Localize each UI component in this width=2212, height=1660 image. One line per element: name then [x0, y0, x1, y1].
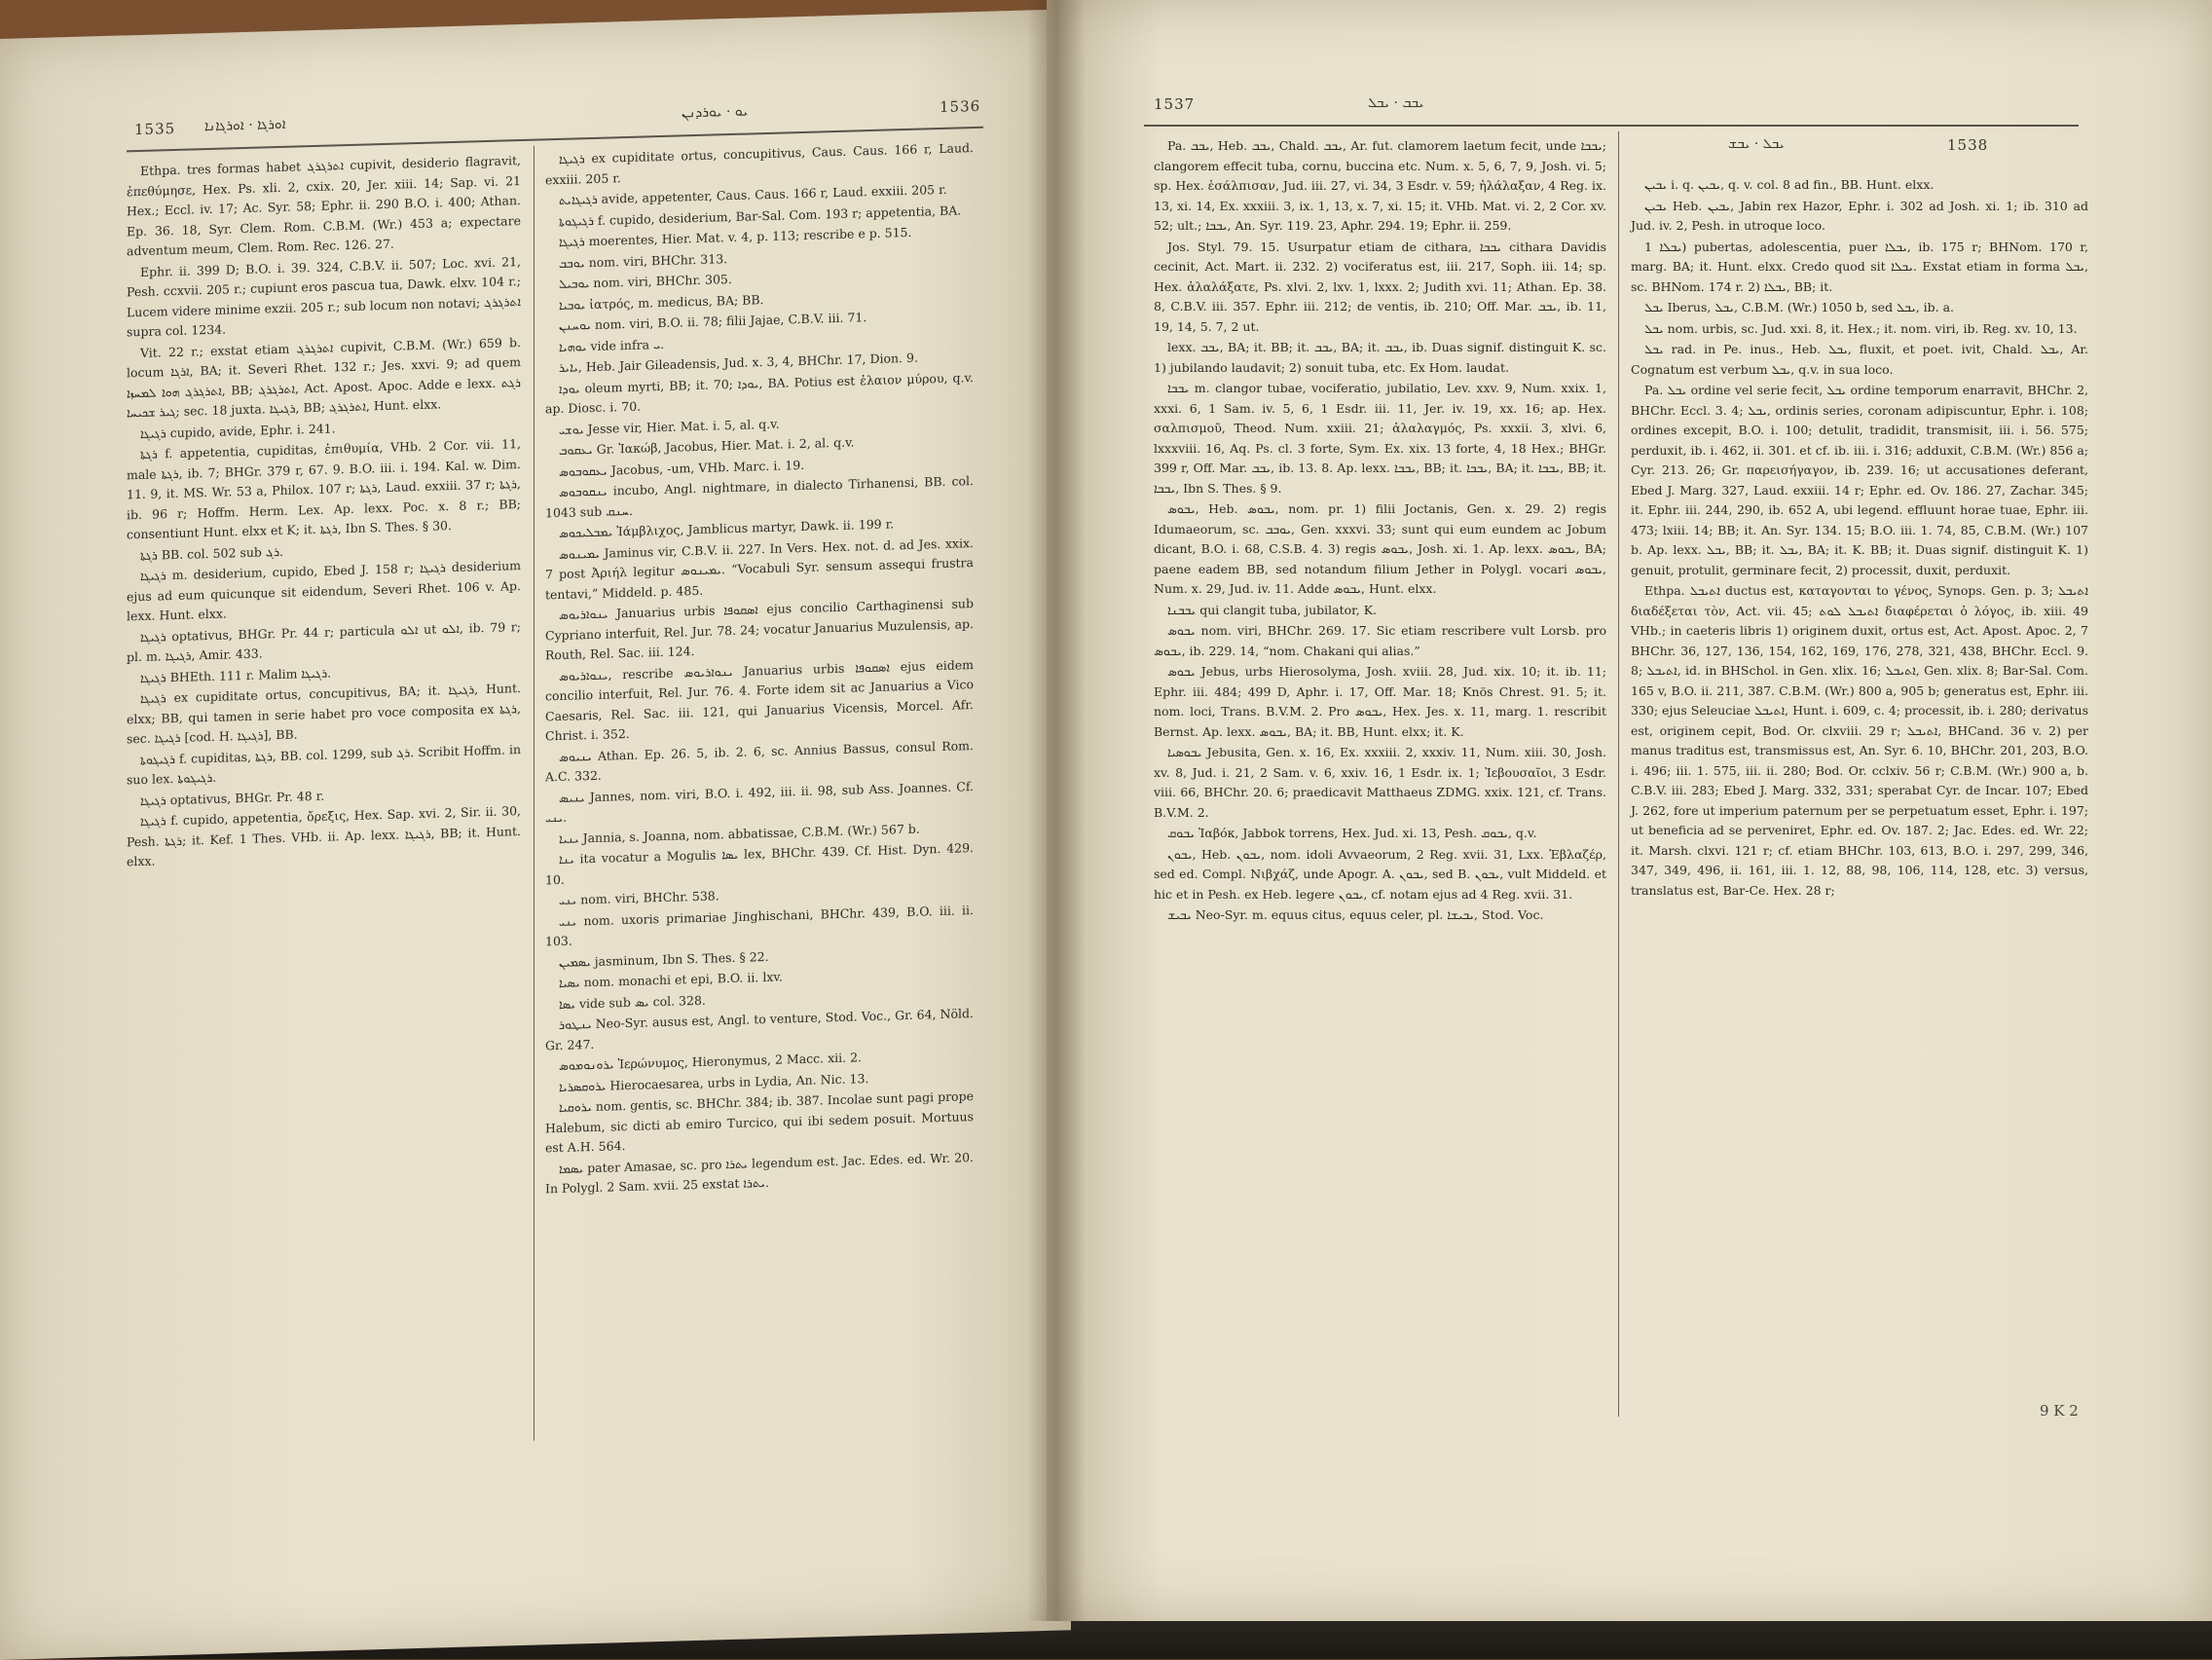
entry: ܪܓܝܓܐ moerentes, Hier. Mat. v. 4, p. 113; rescribe e p. 515.: [559, 224, 912, 249]
left-column-2: [545, 138, 974, 1200]
entry: ܝܘܒܒ nom. viri, BHChr. 313.: [559, 250, 728, 271]
entry: ܝܒܘܣ, Heb. ܝܒܘܣ, nom. pr. 1) filii Joctanis, Gen. x. 29. 2) regis Idumaeorum, sc. ܝܘܒܒ, Gen. xxxvi. 33; sunt qui eum eundem ac Jobum dicant, B.O. i. 68, C.S.B. 4. 3) regis ܝܒܘܣ, Josh. xi. 1. Ap. lexx. ܝܒܘܣ, BA; paene eadem BB, sed notandum filium Jether in Polygl. vocari ܝܒܘܣ, Num. x. 29, Jud. iv. 11. Adde ܝܒܘܣ, Hunt. elxx.: [1154, 501, 1606, 596]
header-rule: [1144, 125, 2079, 127]
right-column-2: [1631, 175, 2088, 902]
book-gutter: [1027, 0, 1086, 1621]
page-number-1537: 1537: [1154, 95, 1196, 113]
entry: ܝܢܐ ita vocatur a Mogulis ܝܣܐ lex, BHChr. 439. Cf. Hist. Dyn. 429. 10.: [545, 840, 975, 887]
entry: ܝܒܝܢ i. q. ܝܒܝܢ, q. v. col. 8 ad fin., BB. Hunt. elxx.: [1644, 177, 1935, 192]
entry: ܝܥܩܘܒ Gr. Ἰακώβ, Jacobus, Hier. Mat. i. 2, al. q.v.: [559, 434, 855, 458]
entry: ܝܒܘܩ Ἰαβόκ, Jabbok torrens, Hex. Jud. xi. 13, Pesh. ܝܒܘܩ, q.v.: [1167, 826, 1537, 840]
entry: ܝܒܠ rad. in Pe. inus., Heb. ܝܒܠ, fluxit, et poet. ivit, Chald. ܝܒܠ, Ar. Cognatum est verbum ܝܒܠ, q.v. in sua loco.: [1631, 342, 2088, 377]
column-divider: [1618, 131, 1619, 1417]
entry: ܝܒܘܢ, Heb. ܝܒܘܢ, nom. idoli Avvaeorum, 2 Reg. xvii. 31, Lxx. Ἐβλαζέρ, sed ed. Compl. Νιβχάζ, unde Apogr. A. ܝܒܘܢ, sed B. ܝܒܘܢ, vult Middeld. et hic et in Pesh. ex Heb. legere ܝܒܘܢ, cf. notam ejus ad 4 Reg. xvii. 31.: [1154, 846, 1606, 902]
entry: ܝܡܒܠܝܟܘܣ Ἰάμβλιχος, Jamblicus martyr, Dawk. ii. 199 r.: [559, 516, 895, 540]
entry: ܝܘܕܐ oleum myrti, BB; it. 70; ܝܘܕܐ, BA. Potius est ἐλαιον μύρου, q.v. ap. Diosc. i. 70.: [545, 369, 975, 417]
entry: Vit. 22 r.; exstat etiam ܐܬܪܓܪܓ cupivit, C.B.M. (Wr.) 659 b. locum ܐܪܓܐ, BA; it. Severi Rhet. 132 r.; Jes. xxvi. 9; ad quem ܐܬܪܓܪܓ ܗܘܐ ܠܡܚܙܐ, BB; ܐܬܪܓܪܓ, Act. Apost. Apoc. Adde e lexx. ܪܓܬ ܓܝܪ ܫܟܝܚܐ; sec. 18 juxta. ܪܓܝܓܐ, BB; ܐܬܪܓܪܓ, Hunt. elxx.: [127, 334, 522, 421]
entry: ܝܥܩܘܒܘܣ Jacobus, -um, VHb. Marc. i. 19.: [559, 457, 805, 479]
running-head-left: ܝܒܒ · ܝܒܠ: [1368, 95, 1424, 111]
entry: ܝܢܝ nom. viri, BHChr. 538.: [559, 888, 719, 907]
entry: ܪܓܝܓܐ cupido, avide, Ephr. i. 241.: [140, 420, 336, 441]
left-page: [0, 9, 1071, 1660]
signature-mark: 9 K 2: [2040, 1402, 2079, 1420]
entry: ܝܣܐ vide sub ܝܣ col. 328.: [559, 992, 706, 1012]
entry: ܝܪܘܢܘܡܘܣ Ἱερώνυμος, Hieronymus, 2 Macc. xii. 2.: [559, 1050, 863, 1073]
entry: ܝܒܒܐ m. clangor tubae, vociferatio, jubilatio, Lev. xxv. 9, Num. xxix. 1, xxxi. 6, 1 Sam. iv. 5, 6, 1 Esdr. iii. 11, Jer. iv. 19, xx. 16; ap. Hex. σαλπισμοῦ, Theod. Num. xxiii. 21; ἀλαλαγμός, Ps. xxxii. 3, xlvi. 6, lxxxviii. 16, Aq. Ps. cl. 3 forte, Sym. Ex. xix. 13 forte, 4, 18 Hex.; BHGr. 399 r, Off. Mar. ܝܒܒ, ib. 13. 8. Ap. lexx. ܝܒܒܐ, BB; it. ܝܒܒܐ, BA; it. ܝܒܒܐ, BB; it. ܝܒܒܐ, Ibn S. Thes. § 9.: [1154, 381, 1607, 496]
running-head-right: ܝܒܠ · ܝܒܫ: [1728, 136, 1785, 152]
page-number-1535: 1535: [134, 119, 176, 139]
entry: lexx. ܝܒܒ, BA; it. BB; it. ܝܒܒ, BA; it. ܝܒܒ, ib. Duas signif. distinguit K. sc. 1) jubilando laudavit; 2) sonuit tuba, etc. Ex Hom. laudat.: [1154, 340, 1606, 375]
entry: ܝܢܩܘܒܘܣ incubo, Angl. nightmare, in dialecto Tirhanensi, BB. col. 1043 sub ܚܢܩ.: [545, 473, 974, 520]
right-column-1: [1154, 136, 1606, 927]
running-head-left: ܐܘܪܓܐ · ܐܘܪܓܐܢܐ: [204, 116, 286, 135]
entry: ܪܓܝܓܐ BHEth. 111 r. Malim ܪܓܝܓܐ.: [140, 664, 332, 685]
entry: ܪܓܝܓܐ f. cupido, appetentia, ὄρεξις, Hex. Sap. xvi. 2, Sir. ii. 30, Pesh. ܪܓܬܐ; it. Kef. 1 Thes. VHb. ii. Ap. lexx. ܪܓܝܓܐ, BB; it. Hunt. elxx.: [127, 803, 521, 869]
entry: ܪܓܝܓܐ optativus, BHGr. Pr. 44 r; particula ܐܠܘ ut ܐܠܘ, ib. 79 r; pl. m. ܪܓܝܓܐ, Amir. 433.: [127, 618, 521, 665]
page-number-1538: 1538: [1947, 136, 1989, 154]
entry: ܪܓܝܓܐ m. desiderium, cupido, Ebed J. 158 r; ܪܓܝܓܐ desiderium ejus ad eum quicunque sit eidendum, Severi Rhet. 106 v. Ap. lexx. Hunt. elxx.: [127, 558, 522, 624]
entry: ܝܢܝܣ Jannes, nom. viri, B.O. i. 492, iii. ii. 98, sub Ass. Joannes. Cf. ܝܢܝ.: [545, 778, 974, 826]
entry: ܪܓܬܐ f. appetentia, cupiditas, ἐπιθυμία, VHb. 2 Cor. vii. 11, male ܪܓܬܐ, ib. 7; BHGr. 379 r, 67. 9. B.O. iii. i. 194. Kal. w. Dim. 11. 9, it. MS. Wr. 53 a, Philox. 107 r; ܪܓܬܐ, Laud. exxiii. 37 r; ܪܓܬܐ, ib. 96 r; Hoffm. Herm. Lex. Ap. lexx. Poc. x. 8 r.; BB; consentiunt Hunt. elxx et K; it. ܪܓܬܐ, Ibn S. Thes. § 30.: [127, 436, 521, 542]
column-divider: [534, 146, 535, 1441]
entry: ܝܢܘܐܪܝܘܣ, rescribe ܝܢܘܐܪܝܘܣ Januarius urbis ܐܣܩܘܦܐ ejus eidem concilio interfuit, Rel. Jur. 76. 4. Forte idem sit ac Januarius a Vico Caesaris, Rel. Sac. iii. 121, qui Januarius Vicensis, Morcel. Afr. Christ. i. 352.: [545, 656, 974, 744]
entry: ܪܓܝܓܘܬܐ f. cupiditas, ܪܓܬܐ, BB. col. 1299, sub ܪܓ. Scribit Hoffm. in suo lex. ܪܓܝܓܘܬܐ.: [127, 741, 521, 788]
entry: ܝܒܝܫ Neo-Syr. m. equus citus, equus celer, pl. ܝܒܝܫܐ, Stod. Voc.: [1167, 907, 1544, 922]
entry: ܝܣܝܐ nom. monachi et epi, B.O. ii. lxv.: [559, 969, 783, 990]
entry: ܝܘܚܢܢ nom. viri, B.O. ii. 78; filii Jajae, C.B.V. iii. 71.: [559, 310, 867, 333]
entry: ܪܓܝܓܐ optativus, BHGr. Pr. 48 r.: [140, 788, 325, 808]
entry: Pa. ܝܒܠ ordine vel serie fecit, ܝܒܠ ordine temporum enarravit, BHChr. 2, BHChr. Eccl. 3. 4; ܝܒܠ, ordinis series, coronam adipiscuntur, Ephr. i. 108; ordines excepit, B.O. i. 100; detulit, tradidit, transmisit, iii. i. 56. 575; perduxit, ib. i. 462, ii. 301. et cf. ib. iii. i. 316; adduxit, C.B.M. (Wr.) 856 a; Cyr. 213. 26; Gr. παρεισήγαγον, ib. 239. 16; ut accusationes deferant, Ebed J. Marg. 327, Laud. exxiii. 14 r; Ephr. ed. Ov. 186. 27, Zachar. 345; it. Ephr. iii. 244, 290, ib. 652 A, ubi legend. effluunt horae tuae, Ephr. iii. 473; lxiii. 14; BB; it. An. Syr. 134. 15; B.O. iii. 1. 74, 85, C.B.M. (Wr.) 107 b. Ap. lexx. ܝܒܠ, BB; it. ܝܒܠ, BA; it. K. BB; it. Duas signif. distinguit K. 1) genuit, protulit, germinare fecit, 2) processit, duxit, perduxit.: [1631, 383, 2089, 577]
entry: ܪܓܝܓܐ ex cupiditate ortus, concupitivus, BA; it. ܪܓܝܓܐ, Hunt. elxx; BB, qui tamen in serie habet pro voce composita ex ܪܓܬܐ, sec. ܪܓܝܓܐ [cod. H. ܪܓܝܓܐ], BB.: [127, 681, 521, 747]
entry: ܝܢܘܐܪܝܘܣ Januarius urbis ܐܣܩܘܦܐ ejus concilio Carthaginensi sub Cypriano interfuit, Rel. Jur. 78. 24; vocatur Januarius Muzulensis, ap. Routh, Rel. Sac. iii. 124.: [545, 596, 974, 663]
entry: Ephr. ii. 399 D; B.O. i. 39. 324, C.B.V. ii. 507; Loc. xvi. 21, Pesh. ccxvii. 205 r.; cupiunt eros pascua tua, Dawk. elxv. 104 r.; Lucem videre minime exzii. 205 r.; sub locum non notavi; ܐܬܪܓܪܓ supra col. 1234.: [127, 253, 521, 340]
entry: ܝܘܗܝܐ vide infra ܝ.: [559, 336, 665, 354]
entry: ܝܒܠ nom. urbis, sc. Jud. xxi. 8, it. Hex.; it. nom. viri, ib. Reg. xv. 10, 13.: [1644, 320, 2078, 336]
entry: ܪܓܝܓܐܝܬ avide, appetenter, Caus. Caus. 166 r, Laud. exxiii. 205 r.: [559, 181, 947, 207]
entry: ܝܣܡܐ pater Amasae, sc. pro ܝܬܪܐ legendum est. Jac. Edes. ed. Wr. 20. In Polygl. 2 Sam. xvii. 25 exstat ܝܬܪܐ.: [545, 1149, 974, 1197]
entry: ܪܓܝܓܐ ex cupiditate ortus, concupitivus, Caus. Caus. 166 r, Laud. exxiii. 205 r.: [545, 140, 974, 187]
entry: ܝܘܒܝܐ ἰατρός, m. medicus, BA; BB.: [559, 291, 764, 313]
entry: ܝܒܒܢܐ qui clangit tuba, jubilator, K.: [1167, 602, 1378, 617]
right-page: [1047, 0, 2212, 1621]
running-head-right: ܝܘ · ܝܘܪܕܢܢ: [682, 103, 749, 122]
entry: ܝܢܝ nom. uxoris primariae Jinghischani, BHChr. 439, B.O. iii. ii. 103.: [545, 902, 974, 949]
entry: ܝܢܝܘܣ Athan. Ep. 26. 5, ib. 2. 6, sc. Annius Bassus, consul Rom. A.C. 332.: [545, 737, 974, 785]
entry: ܪܓܝܓܘܬܐ f. cupido, desiderium, Bar-Sal. Com. 193 r; appetentia, BA.: [559, 202, 962, 229]
entry: ܝܡܝܢܘܣ Jaminus vir, C.B.V. ii. 227. In Vers. Hex. not. d. ad Jes. xxix. 7 post Ἀριήλ legitur ܝܡܝܢܘܣ. “Vocabuli Syr. sensum assequi frustra tentavi,” Middeld. p. 485.: [545, 535, 974, 602]
entry: ܝܘܒܝܠ nom. viri, BHChr. 305.: [559, 271, 732, 291]
entry: ܪܓܬܐ BB. col. 502 sub ܪܓ.: [140, 543, 284, 563]
entry: ܝܢܝܐ Jannia, s. Joanna, nom. abbatissae, C.B.M. (Wr.) 567 b.: [559, 821, 920, 846]
entry: Jos. Styl. 79. 15. Usurpatur etiam de cithara, ܝܒܒܐ cithara Davidis cecinit, Act. Mart. ii. 232. 2) vociferatus est, iii. 217, Soph. iii. 14; sp. Hex. ἀλαλάξατε, Ps. xlvi. 2, lxv. 1, lxxx. 2; Judith xvi. 11; Athan. Ep. 38. 8, C.B.V. iii. 357. Ephr. iii. 212; de ventis, ib. 210; Off. Mar. ܝܒܒ, ib. 11, 19, 14, 5. 7, 2 ut.: [1154, 239, 1606, 334]
entry: Ethpa. ܐܬܝܒܠ ductus est, καταγονται to γένος, Synops. Gen. p. 3; ܐܬܝܒܠ διαδέξεται τὸν, Act. vii. 45; ܐܬܝܒܠ ܠܘܬ διαφέρεται ὁ λόγος, ib. xiii. 49 VHb.; in caeteris libris 1) originem duxit, ortus est, Act. Apost. Apoc. 2, 7 BHChr. 36, 127, 136, 154, 162, 169, 176, 278, 321, 438, BHChr. Eccl. 9. 8; ܐܬܝܒܠ, id. in BHSchol. in Gen. xlix. 16; ܐܬܝܒܠ, Gen. xlix. 8; Bar-Sal. Com. 165 v, B.O. ii. 211, 387. C.B.M. (Wr.) 800 a, 905 b; generatus est, Ephr. iii. 330; ejus Seleuciae ܐܬܝܒܠ, Hunt. i. 609, c. 4; processit, ib. i. 280; derivatus est, originem cepit, Bod. Or. clxviii. 29 r; ܐܬܝܒܠ, BHCand. 36 v. 2) per manus traditus est, transmissus est, An. Syr. 6. 10, BHChr. 201, 203, B.O. i. 496; iii. 1. 575, iii. ii. 280; Bod. Or. cclxiv. 56 r; C.B.M. (Wr.) 900 a, b. C.B.V. iii. 283; Ebed J. Marg. 332, 331; sperabat Cyr. de Incar. 107; Ebed J. 262, fore ut imperium paternum per se perpetuatum esset, Ephr. i. 197; ut beneficia ad se perveniret, Ephr. ed. Ov. 187. 2; Jac. Edes. ed. Wr. 22; it. Marsh. clxvi. 121 r; cf. etiam BHChr. 103, 613, B.O. i. 297, 299, 346, 347, 349, 496, ii. 161, iii. 1. 12, 88, 98, 106, 114, 128, etc. 3) versus, translatus est, Bar-Ce. Hex. 28 r;: [1631, 583, 2089, 898]
entry: ܝܘܫܝ Jesse vir, Hier. Mat. i. 5, al. q.v.: [559, 416, 780, 437]
left-column-1: [127, 151, 521, 873]
entry: ܝܒܘܣ Jebus, urbs Hierosolyma, Josh. xviii. 28, Jud. xix. 10; it. ib. 11; Ephr. iii. 484; 499 D, Aphr. i. 17, Off. Mar. 18; Knös Chrest. 91. 5; it. nom. loci, Trans. B.V.M. 2. Pro ܝܒܘܣ, Hex. Jes. x. 11, marg. 1. rescribit Bernst. Ap. lexx. ܝܒܘܣ, BA; it. BB, Hunt. elxx; it. K.: [1154, 664, 1606, 739]
page-number-1536: 1536: [940, 96, 981, 117]
entry: ܝܒܘܣ nom. viri, BHChr. 269. 17. Sic etiam rescribere vult Lorsb. pro ܝܒܘܣ, ib. 229. 14, “nom. Chakani qui alias.”: [1154, 623, 1606, 658]
entry: ܝܒܝܢ Heb. ܝܒܝܢ, Jabin rex Hazor, Ephr. i. 302 ad Josh. xi. 1; ib. 310 ad Jud. iv. 2, Pesh. in utroque loco.: [1631, 198, 2088, 233]
entry: ܝܣܡܝܢ jasminum, Ibn S. Thes. § 22.: [559, 948, 769, 970]
entry: ܝܒܠ Iberus, ܝܒܠ, C.B.M. (Wr.) 1050 b, sed ܝܒܠ, ib. a.: [1644, 300, 1955, 314]
entry: ܝܒܘܣܝܐ Jebusita, Gen. x. 16, Ex. xxxiii. 2, xxxiv. 11, Num. xiii. 30, Josh. xv. 8, Jud. i. 21, 2 Sam. v. 6, xxiv. 16, 1 Esdr. ix. 1; Ἰεβουσαῖοι, 3 Esdr. viii. 66, BHChr. 20. 6; praedicavit Matthaeus ZDMG. xxix. 121, cf. Trans. B.V.M. 2.: [1154, 745, 1606, 820]
entry: Pa. ܝܒܒ, Heb. ܝܒܒ, Chald. ܝܒܒ, Ar. fut. clamorem laetum fecit, unde ܝܒܒܐ; clangorem effecit tuba, cornu, buccina etc. Num. x. 5, 6, 7, 9, Josh. vi. 5; sp. Hex. ἐσάλπισαν, Jud. iii. 27, vi. 34, 3 Esdr. v. 59; ἠλάλαξαν, 4 Reg. ix. 13, xi. 14, Ex. xxxiii. 3, ix. 1, 13, x. 7, xi. 15; it. VHb. Mat. vi. 2, 2 Cor. xv. 52; ult.; ܝܒܒܐ, An. Syr. 119. 23, Aphr. 294. 19; Ephr. ii. 259.: [1154, 138, 1606, 233]
entry: ܝܪܘܩܣܪܝܐ Hierocaesarea, urbs in Lydia, An. Nic. 13.: [559, 1070, 869, 1094]
entry: ܝܒܠܐ 1) pubertas, adolescentia, puer ܝܒܠܐ, ib. 175 r; BHNom. 170 r, marg. BA; it. Hunt. elxx. Credo quod sit ܝܒܠܐ. Exstat etiam in forma ܝܒܠ, sc. BHNom. 174 r. 2) ܝܒܠܐ, BB; it.: [1631, 239, 2089, 294]
entry: Ethpa. tres formas habet ܐܬܪܓܪܓ cupivit, desiderio flagravit, ἐπεθύμησε, Hex. Ps. xli. 2, cxix. 20, Jer. xiii. 14; Sap. vi. 21 Hex.; Eccl. iv. 17; Ac. Syr. 58; Ephr. ii. 290 B.O. i. 400; Athan. Ep. 36. 18, Syr. Clem. Rom. C.B.M. (Wr.) 453 a; expectare adventum meum, Clem. Rom. Rec. 126. 27.: [127, 153, 521, 259]
entry: ܝܐܝܪ, Heb. Jair Gileadensis, Jud. x. 3, 4, BHChr. 17, Dion. 9.: [559, 350, 918, 375]
entry: ܝܢܛܘܪ Neo-Syr. ausus est, Angl. to venture, Stod. Voc., Gr. 64, Nöld. Gr. 247.: [545, 1006, 974, 1052]
entry: ܝܪܘܩܝܐ nom. gentis, sc. BHChr. 384; ib. 387. Incolae sunt pagi prope Halebum, sic dicti ab emiro Turcico, qui ibi sedem posuit. Mortuus est A.H. 564.: [545, 1088, 974, 1156]
